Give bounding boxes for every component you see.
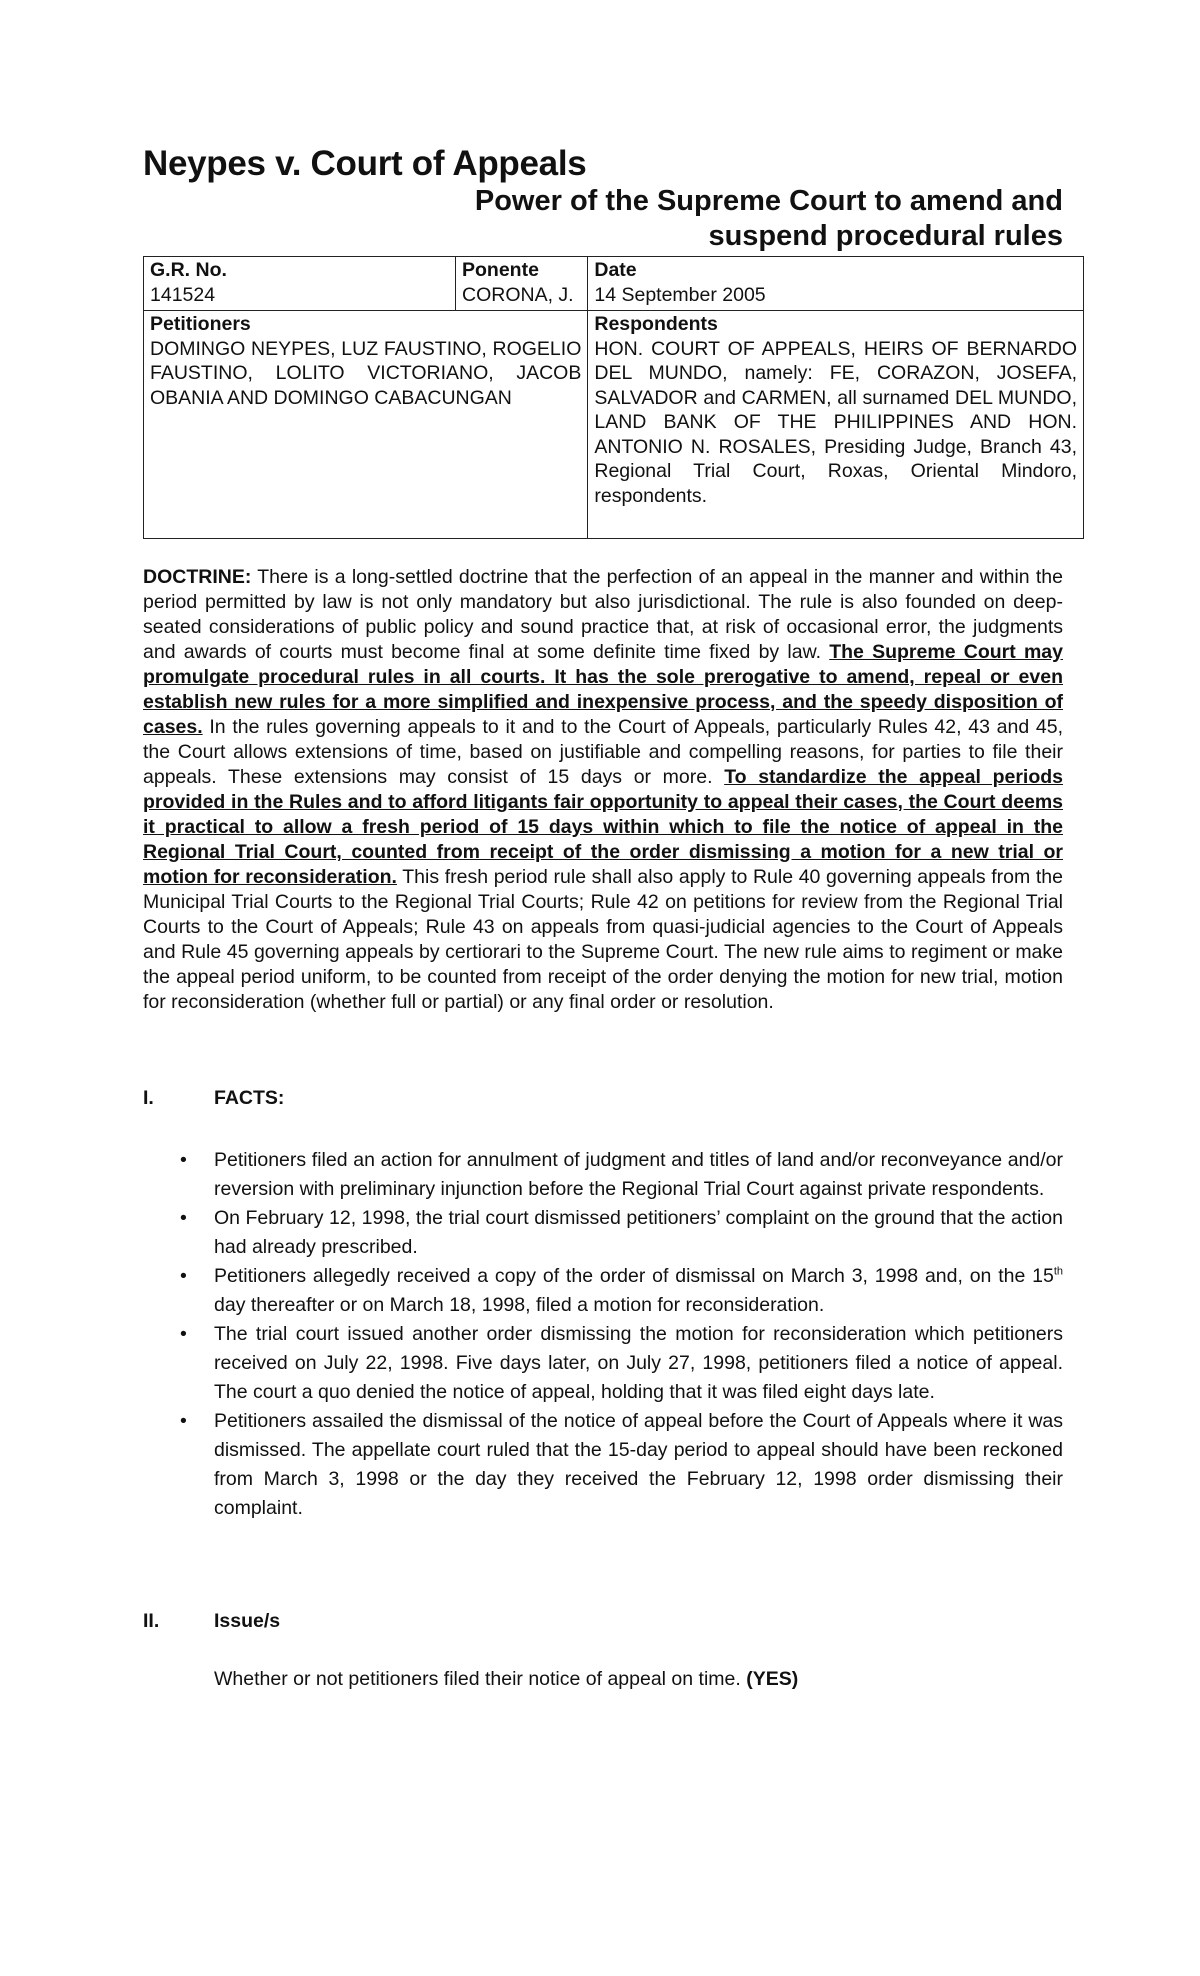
case-subtitle bbox=[400, 184, 1063, 254]
subtitle-line-1: Power of the Supreme Court to amend and bbox=[474, 185, 1063, 217]
issues-title: Issue/s bbox=[214, 1610, 281, 1632]
fact-text: Petitioners filed an action for annulment of judgment and titles of land and/or reconveyance and/or reversion with preliminary injunction before the Regional Trial Court against private respondents. bbox=[214, 1149, 1063, 1200]
bullet-icon: • bbox=[180, 1149, 187, 1171]
fact-item bbox=[143, 1262, 1063, 1320]
fact-text: The trial court issued another order dismissing the motion for reconsideration which petitioners received on July 22, 1998. Five days later, on July 27, 1998, petitioners filed a notice of appeal. The court a quo denied the notice of appeal, holding that it was filed eight days late. bbox=[214, 1323, 1063, 1403]
fact-text: Petitioners allegedly received a copy of the order of dismissal on March 3, 1998 and, on the 15 bbox=[214, 1265, 1054, 1287]
facts-title: FACTS: bbox=[214, 1087, 285, 1109]
facts-list bbox=[143, 1146, 1063, 1523]
date-value: 14 September 2005 bbox=[594, 283, 766, 306]
doctrine-label: DOCTRINE: bbox=[143, 566, 252, 588]
petitioners-label: Petitioners bbox=[150, 313, 251, 335]
issue-answer: (YES) bbox=[746, 1668, 799, 1690]
case-info-table bbox=[143, 256, 1084, 539]
fact-item bbox=[143, 1320, 1063, 1407]
doctrine-paragraph bbox=[143, 565, 1063, 1015]
doctrine-text-1: There is a long-settled doctrine that the perfection of an appeal in the manner and within the period permitted by law is not only mandatory but also jurisdictional. The rule is also founded on deep-seated considerations of public policy and sound practice that, at risk of occasional error, the judgments and awards of courts must become final at some definite time fixed by law. bbox=[143, 566, 1063, 663]
fact-item bbox=[143, 1204, 1063, 1262]
petitioners-value: DOMINGO NEYPES, LUZ FAUSTINO, ROGELIO FAUSTINO, LOLITO VICTORIANO, JACOB OBANIA AND DOMINGO CABACUNGAN bbox=[150, 337, 582, 409]
ponente-label: Ponente bbox=[462, 259, 539, 281]
facts-number: I. bbox=[143, 1087, 154, 1109]
case-title: Neypes v. Court of Appeals bbox=[143, 144, 587, 183]
fact-text: On February 12, 1998, the trial court dismissed petitioners’ complaint on the ground that the action had already prescribed. bbox=[214, 1207, 1063, 1258]
respondents-label: Respondents bbox=[594, 313, 718, 335]
fact-text: Petitioners assailed the dismissal of the notice of appeal before the Court of Appeals where it was dismissed. The appellate court ruled that the 15-day period to appeal should have been reckoned from March 3, 1998 or the day they received the February 12, 1998 order dismissing their complaint. bbox=[214, 1410, 1063, 1519]
gr-value: 141524 bbox=[150, 283, 216, 306]
subtitle-line-2: suspend procedural rules bbox=[708, 220, 1063, 252]
facts-heading bbox=[143, 1087, 284, 1110]
doctrine-text-2: In the rules governing appeals to it and to the Court of Appeals, particularly Rules 42, 43 and 45, the Court allows extensions of time, based on justifiable and compelling reasons, for parties to file their appeals. These extensions may consist of 15 days or more. bbox=[143, 716, 1063, 788]
doctrine-text-3: This fresh period rule shall also apply to Rule 40 governing appeals from the Municipal Trial Courts to the Regional Trial Courts; Rule 42 on petitions for review from the Regional Trial Courts to the Court of Appeals; Rule 43 on appeals from quasi-judicial agencies to the Court of Appeals and Rule 45 governing appeals by certiorari to the Supreme Court. The new rule aims to regiment or make the appeal period uniform, to be counted from receipt of the order denying the motion for new trial, motion for reconsideration (whether full or partial) or any final order or resolution. bbox=[143, 866, 1063, 1013]
bullet-icon: • bbox=[180, 1410, 187, 1432]
issues-number: II. bbox=[143, 1610, 160, 1632]
issue-question: Whether or not petitioners filed their notice of appeal on time. bbox=[214, 1668, 747, 1690]
doctrine-emphasis-2: To standardize the appeal periods provided in the Rules and to afford litigants fair opportunity to appeal their cases, the Court deems it practical to allow a fresh period of 15 days within which to file the notice of appeal in the Regional Trial Court, counted from receipt of the order dismissing a motion for a new trial or motion for reconsideration. bbox=[143, 766, 1063, 888]
gr-label: G.R. No. bbox=[150, 259, 227, 281]
doctrine-emphasis-1: The Supreme Court may promulgate procedural rules in all courts. It has the sole prerogative to amend, repeal or even establish new rules for a more simplified and inexpensive process, and the speedy disposition of cases. bbox=[143, 641, 1063, 738]
respondents-cell bbox=[588, 311, 1084, 539]
fact-text: day thereafter or on March 18, 1998, filed a motion for reconsideration. bbox=[214, 1294, 825, 1316]
ponente-value: CORONA, J. bbox=[462, 283, 574, 306]
fact-item bbox=[143, 1146, 1063, 1204]
gr-cell bbox=[144, 257, 456, 311]
bullet-icon: • bbox=[180, 1323, 187, 1345]
date-label: Date bbox=[594, 259, 637, 281]
issue-statement bbox=[214, 1668, 798, 1691]
bullet-icon: • bbox=[180, 1207, 187, 1229]
ordinal-suffix: th bbox=[1053, 1265, 1063, 1278]
issues-heading bbox=[143, 1610, 280, 1633]
respondents-value: HON. COURT OF APPEALS, HEIRS OF BERNARDO DEL MUNDO, namely: FE, CORAZON, JOSEFA, SALVADOR and CARMEN, all surnamed DEL MUNDO, LAND BANK OF THE PHILIPPINES AND HON. ANTONIO N. ROSALES, Presiding Judge, Branch 43, Regional Trial Court, Roxas, Oriental Mindoro, respondents. bbox=[594, 337, 1077, 507]
fact-item bbox=[143, 1407, 1063, 1523]
bullet-icon: • bbox=[180, 1265, 187, 1287]
petitioners-cell bbox=[144, 311, 588, 539]
ponente-cell bbox=[456, 257, 588, 311]
date-cell bbox=[588, 257, 1084, 311]
